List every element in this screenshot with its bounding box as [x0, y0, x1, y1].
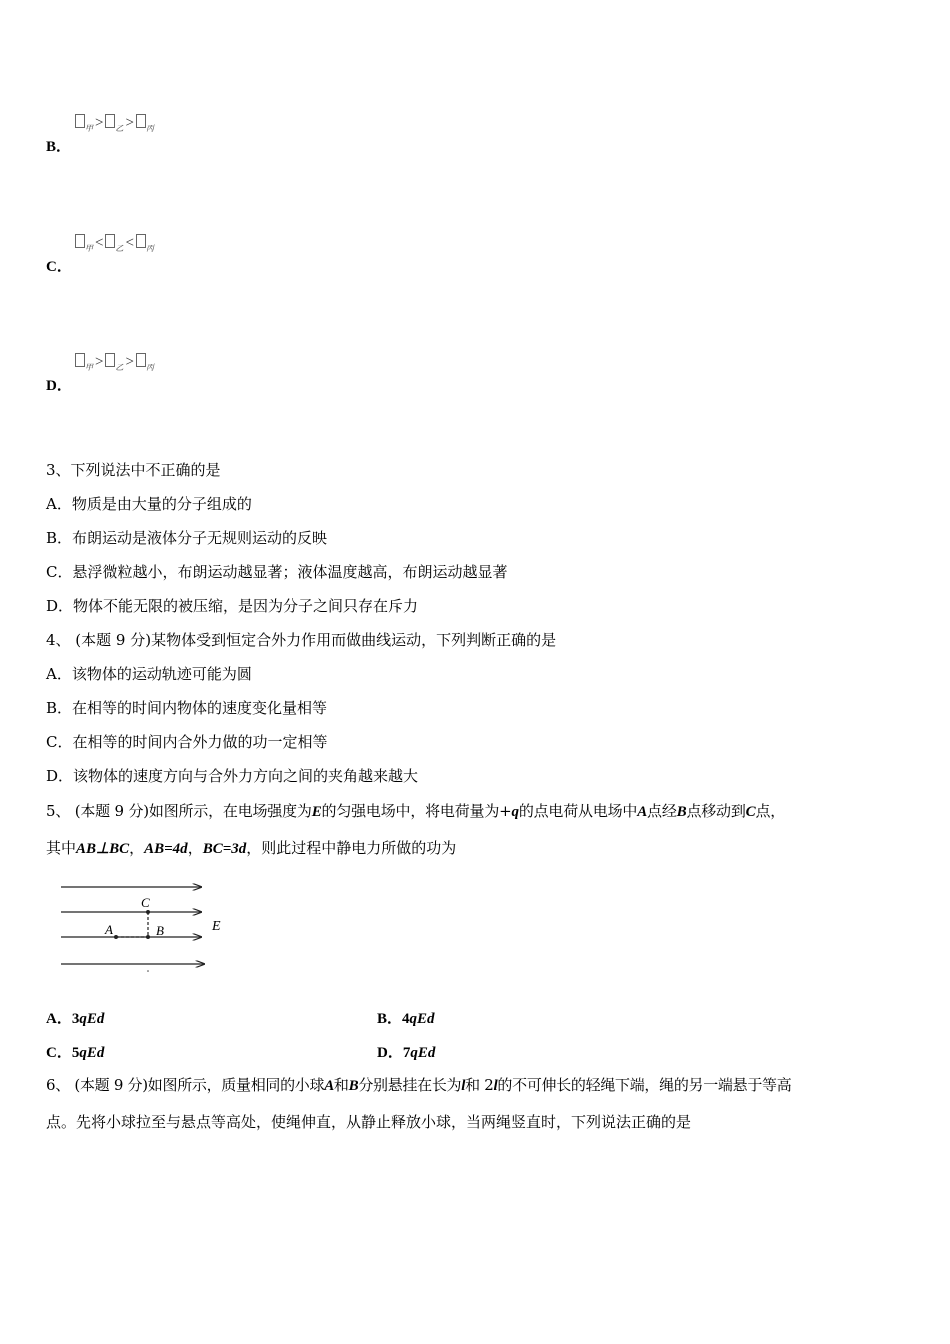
option-label: D． [46, 378, 72, 394]
stray-dot [147, 970, 149, 972]
point-b [146, 935, 150, 939]
placeholder-glyph-icon [105, 353, 115, 367]
point-c [146, 910, 150, 914]
placeholder-glyph-icon [136, 114, 146, 128]
q5-option-b: B．4qEd [377, 1011, 435, 1027]
placeholder-glyph-icon [75, 234, 85, 248]
label-c: C [141, 895, 150, 910]
q4-stem: 4、 (本题 9 分)某物体受到恒定合外力作用而做曲线运动，下列判断正确的是 [46, 631, 557, 649]
q5-stem-line2: 其中AB⊥BC，AB=4d，BC=3d，则此过程中静电力所做的功为 [46, 839, 457, 857]
formula-c: $_甲$ < $_乙$ < $_丙$ [75, 234, 154, 254]
electric-field-diagram [56, 875, 236, 980]
label-b: B [156, 923, 164, 938]
q6-stem-line1: 6、 (本题 9 分)如图所示，质量相同的小球A和B分别悬挂在长为l和 2l的不可伸长的轻绳下端，绳的另一端悬于等高 [46, 1076, 792, 1094]
placeholder-glyph-icon [105, 114, 115, 128]
q6-stem-line2: 点。先将小球拉至与悬点等高处，使绳伸直，从静止释放小球，当两绳竖直时，下列说法正确的是 [46, 1113, 692, 1131]
label-a: A [105, 922, 113, 937]
placeholder-glyph-icon [75, 353, 85, 367]
q4-option-b: B．在相等的时间内物体的速度变化量相等 [46, 699, 328, 717]
q3-option-a: A．物质是由大量的分子组成的 [46, 495, 252, 513]
q3-stem: 3、下列说法中不正确的是 [46, 461, 221, 479]
q5-option-a: A．3qEd [46, 1011, 105, 1027]
option-label: B． [46, 139, 72, 155]
formula-b: $_甲$ > $_乙$ > $_丙$ [75, 114, 154, 134]
placeholder-glyph-icon [136, 353, 146, 367]
q4-option-a: A．该物体的运动轨迹可能为圆 [46, 665, 252, 683]
formula-d: $_甲$ > $_乙$ > $_丙$ [75, 353, 154, 373]
point-a [114, 935, 118, 939]
placeholder-glyph-icon [105, 234, 115, 248]
q3-option-c: C．悬浮微粒越小，布朗运动越显著；液体温度越高，布朗运动越显著 [46, 563, 508, 581]
q4-option-d: D．该物体的速度方向与合外力方向之间的夹角越来越大 [46, 767, 419, 785]
placeholder-glyph-icon [75, 114, 85, 128]
q3-option-b: B．布朗运动是液体分子无规则运动的反映 [46, 529, 328, 547]
q5-stem-line1: 5、 (本题 9 分)如图所示，在电场强度为E的匀强电场中，将电荷量为+q的点电荷从电场中A点经B点移动到C点， [46, 802, 786, 820]
placeholder-glyph-icon [136, 234, 146, 248]
label-e: E [212, 919, 221, 934]
option-label: C． [46, 259, 72, 275]
q3-option-d: D．物体不能无限的被压缩，是因为分子之间只存在斥力 [46, 597, 419, 615]
q5-option-d: D．7qEd [377, 1045, 436, 1061]
q5-option-c: C．5qEd [46, 1045, 105, 1061]
q4-option-c: C．在相等的时间内合外力做的功一定相等 [46, 733, 328, 751]
